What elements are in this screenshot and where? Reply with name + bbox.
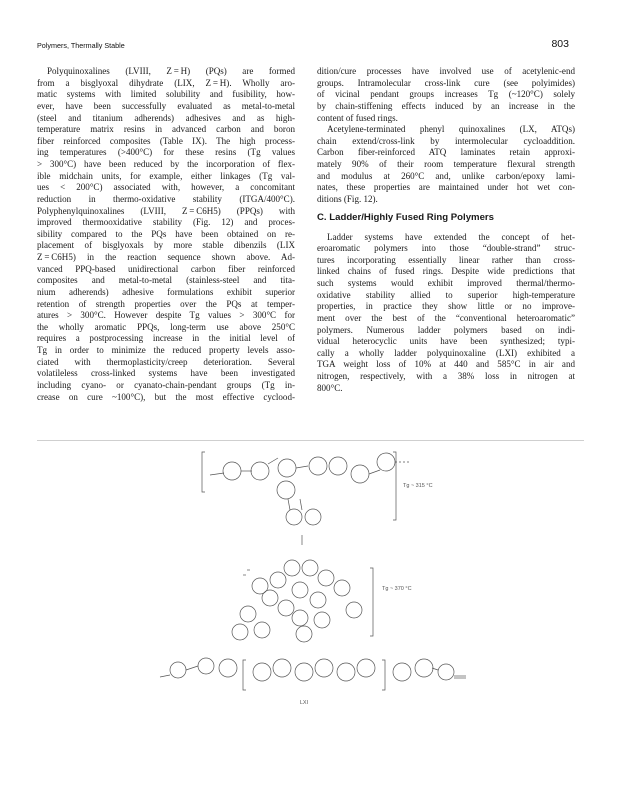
ring xyxy=(334,580,350,596)
text-line: volatileless cross-linked systems have been investigated xyxy=(37,368,295,379)
ring xyxy=(305,509,321,525)
text-line: Acetylene-terminated phenyl quinoxalines (LX, ATQs) xyxy=(327,124,575,135)
text-line: cally a wholly ladder polyquinoxaline (LXI) exhibited a xyxy=(317,347,575,358)
ring xyxy=(262,590,278,606)
ring xyxy=(253,663,271,681)
ring xyxy=(314,612,330,628)
text-line: mately 90% of their room temperature flexural strength xyxy=(317,159,575,169)
text-line: properties, in practice they show little or no improve- xyxy=(317,301,575,312)
text-line: ing temperatures (>400°C) for these resins (Tg values xyxy=(37,147,295,158)
text-line: oxidative stability allied to superior high-temperature xyxy=(317,289,575,300)
text-line: eroaromatic polymers into those “double-strand” struc- xyxy=(317,243,575,254)
ring xyxy=(254,622,270,638)
text-line: ible midchain units, for example, either linkages (Tg val- xyxy=(37,170,295,181)
ring xyxy=(329,457,347,475)
text-line: tures incorporating essentially linear rather than cross- xyxy=(317,254,575,265)
text-line: content of fused rings. xyxy=(317,112,398,123)
ring xyxy=(232,624,248,640)
text-line: ment over the best of the “conventional heteroaromatic” xyxy=(317,312,575,323)
structure-bottom xyxy=(160,658,466,706)
ring xyxy=(251,462,269,480)
text-line: composites and metal-to-metal (stainless-steel and tita- xyxy=(37,275,295,286)
text-line: fiber reinforced composites (Table IX). The high process- xyxy=(37,135,295,146)
ring xyxy=(346,602,362,618)
text-line: nitrogen, respectively, with a 38% loss in nitrogen at xyxy=(317,371,575,381)
text-line: retention of strength properties over the PQs at temper- xyxy=(37,298,295,309)
ring xyxy=(357,659,375,677)
text-line: including cyano- or cyanato-chain-pendant groups (Tg in- xyxy=(37,379,295,390)
ring xyxy=(337,663,355,681)
ring xyxy=(295,663,313,681)
figure-caption: LXI xyxy=(299,700,309,706)
ring xyxy=(393,663,411,681)
ring xyxy=(198,658,214,674)
text-line: such systems would exhibit improved thermal/thermo- xyxy=(317,278,575,288)
text-line: the wholly aromatic PPQs, long-term use above 250°C xyxy=(37,321,295,332)
tg-label-top: Tg ~ 315 °C xyxy=(403,483,433,489)
ring xyxy=(278,459,296,477)
text-line: vanced PPQ-based unidirectional carbon fiber reinforced xyxy=(37,263,295,274)
ring xyxy=(277,481,295,499)
text-line: vidual heterocyclic units have been synthesized; typi- xyxy=(317,336,575,347)
text-line: improved thermooxidative stability (Fig. 12) and proces- xyxy=(37,217,295,228)
text-line: ditions (Fig. 12). xyxy=(317,193,378,204)
text-line: ues < 200°C) associated with, however, a concomitant xyxy=(37,182,295,193)
text-line: Carbon fiber-reinforced ATQ laminates retain approxi- xyxy=(317,147,575,158)
ring xyxy=(240,606,256,622)
ring xyxy=(296,626,312,642)
ring xyxy=(284,560,300,576)
text-line: temperature matrix resins in advanced carbon and boron xyxy=(37,124,295,135)
text-line: Tg in order to minimize the reduced property levels asso- xyxy=(37,345,295,355)
structure-top xyxy=(202,452,433,545)
text-line: ever, have been successfully evaluated as metal-to-metal xyxy=(37,100,295,111)
text-line: Ladder systems have extended the concept of het- xyxy=(327,231,575,242)
structure-middle xyxy=(232,560,412,642)
ring xyxy=(377,453,395,471)
text-line: (steel and titanium adherends) adhesives and as high- xyxy=(37,112,295,123)
ring xyxy=(351,465,369,483)
ring xyxy=(286,509,302,525)
ring xyxy=(292,610,308,626)
ring xyxy=(315,659,333,677)
ring xyxy=(270,572,286,588)
text-line: sibility compared to the PQs have been obtained on re- xyxy=(37,228,295,239)
section-heading: C. Ladder/Highly Fused Ring Polymers xyxy=(317,211,494,223)
ring xyxy=(273,659,291,677)
ring xyxy=(223,462,241,480)
text-line: > 300°C) have been reduced by the incorporation of flex- xyxy=(37,159,295,169)
text-line: reduction in thermo-oxidative stability (ITGA/400°C). xyxy=(37,193,295,204)
ring xyxy=(278,600,294,616)
text-line: dition/cure processes have involved use of acetylenic-end xyxy=(317,66,575,76)
text-line: TGA weight loss of 10% at 440 and 585°C in air and xyxy=(317,359,575,370)
text-line: by chain-stiffening effects induced by an increase in the xyxy=(317,100,575,111)
text-line: Z = C6H5) in the reaction sequence shown above. Ad- xyxy=(37,252,295,262)
text-line: Polyquinoxalines (LVIII, Z = H) (PQs) are formed xyxy=(47,66,295,76)
text-line: and modulus at 260°C and, unlike carbon/epoxy lami- xyxy=(317,170,575,181)
text-line: ciated with thermoplasticity/creep deterioration. Several xyxy=(37,356,295,367)
running-title: Polymers, Thermally Stable xyxy=(37,41,125,50)
left-column xyxy=(37,66,295,403)
text-line: nium adherends) adhesive formulations exhibit superior xyxy=(37,286,295,297)
text-line: matic systems with limited solubility and fusibility, how- xyxy=(37,89,295,100)
ring xyxy=(415,659,433,677)
text-line: Polyphenylquinoxalines (LVIII, Z = C6H5) (PPQs) with xyxy=(37,205,295,216)
tg-label-middle: Tg ~ 370 °C xyxy=(382,586,412,592)
ring xyxy=(219,659,237,677)
ring xyxy=(302,560,318,576)
ring xyxy=(438,664,454,680)
text-line: requires a postprocessing increase in the initial level of xyxy=(37,333,295,344)
text-line: polymers. Numerous ladder polymers based on indi- xyxy=(317,324,575,335)
text-line: from a bisglyoxal dihydrate (LIX, Z = H). Wholly aro- xyxy=(37,77,295,88)
ring xyxy=(318,570,334,586)
text-line: placement of bisglyoxals by more stable dibenzils (LIX xyxy=(37,240,295,251)
ring xyxy=(170,662,186,678)
ring xyxy=(309,457,327,475)
text-line: nates, these properties are maintained under hot wet con- xyxy=(317,182,575,193)
text-line: of vicinal pendant groups increases Tg (~120°C) solely xyxy=(317,89,575,100)
page-number: 803 xyxy=(551,38,569,50)
text-line: groups. Intramolecular cross-link cure (see polyimides) xyxy=(317,77,575,88)
text-line: chain extend/cross-link by intermolecular cycloaddition. xyxy=(317,135,575,146)
text-line: atures > 300°C. However despite Tg values > 300°C for xyxy=(37,310,295,321)
chemical-structure-figure xyxy=(0,440,617,740)
text-line: 800°C. xyxy=(317,382,343,393)
ring xyxy=(310,592,326,608)
ring xyxy=(292,582,308,598)
right-column xyxy=(317,66,575,394)
text-line: crease on cure ~100°C), but the most effective cyclood- xyxy=(37,391,295,402)
text-line: linked chains of fused rings. Despite wide predictions that xyxy=(317,266,575,277)
